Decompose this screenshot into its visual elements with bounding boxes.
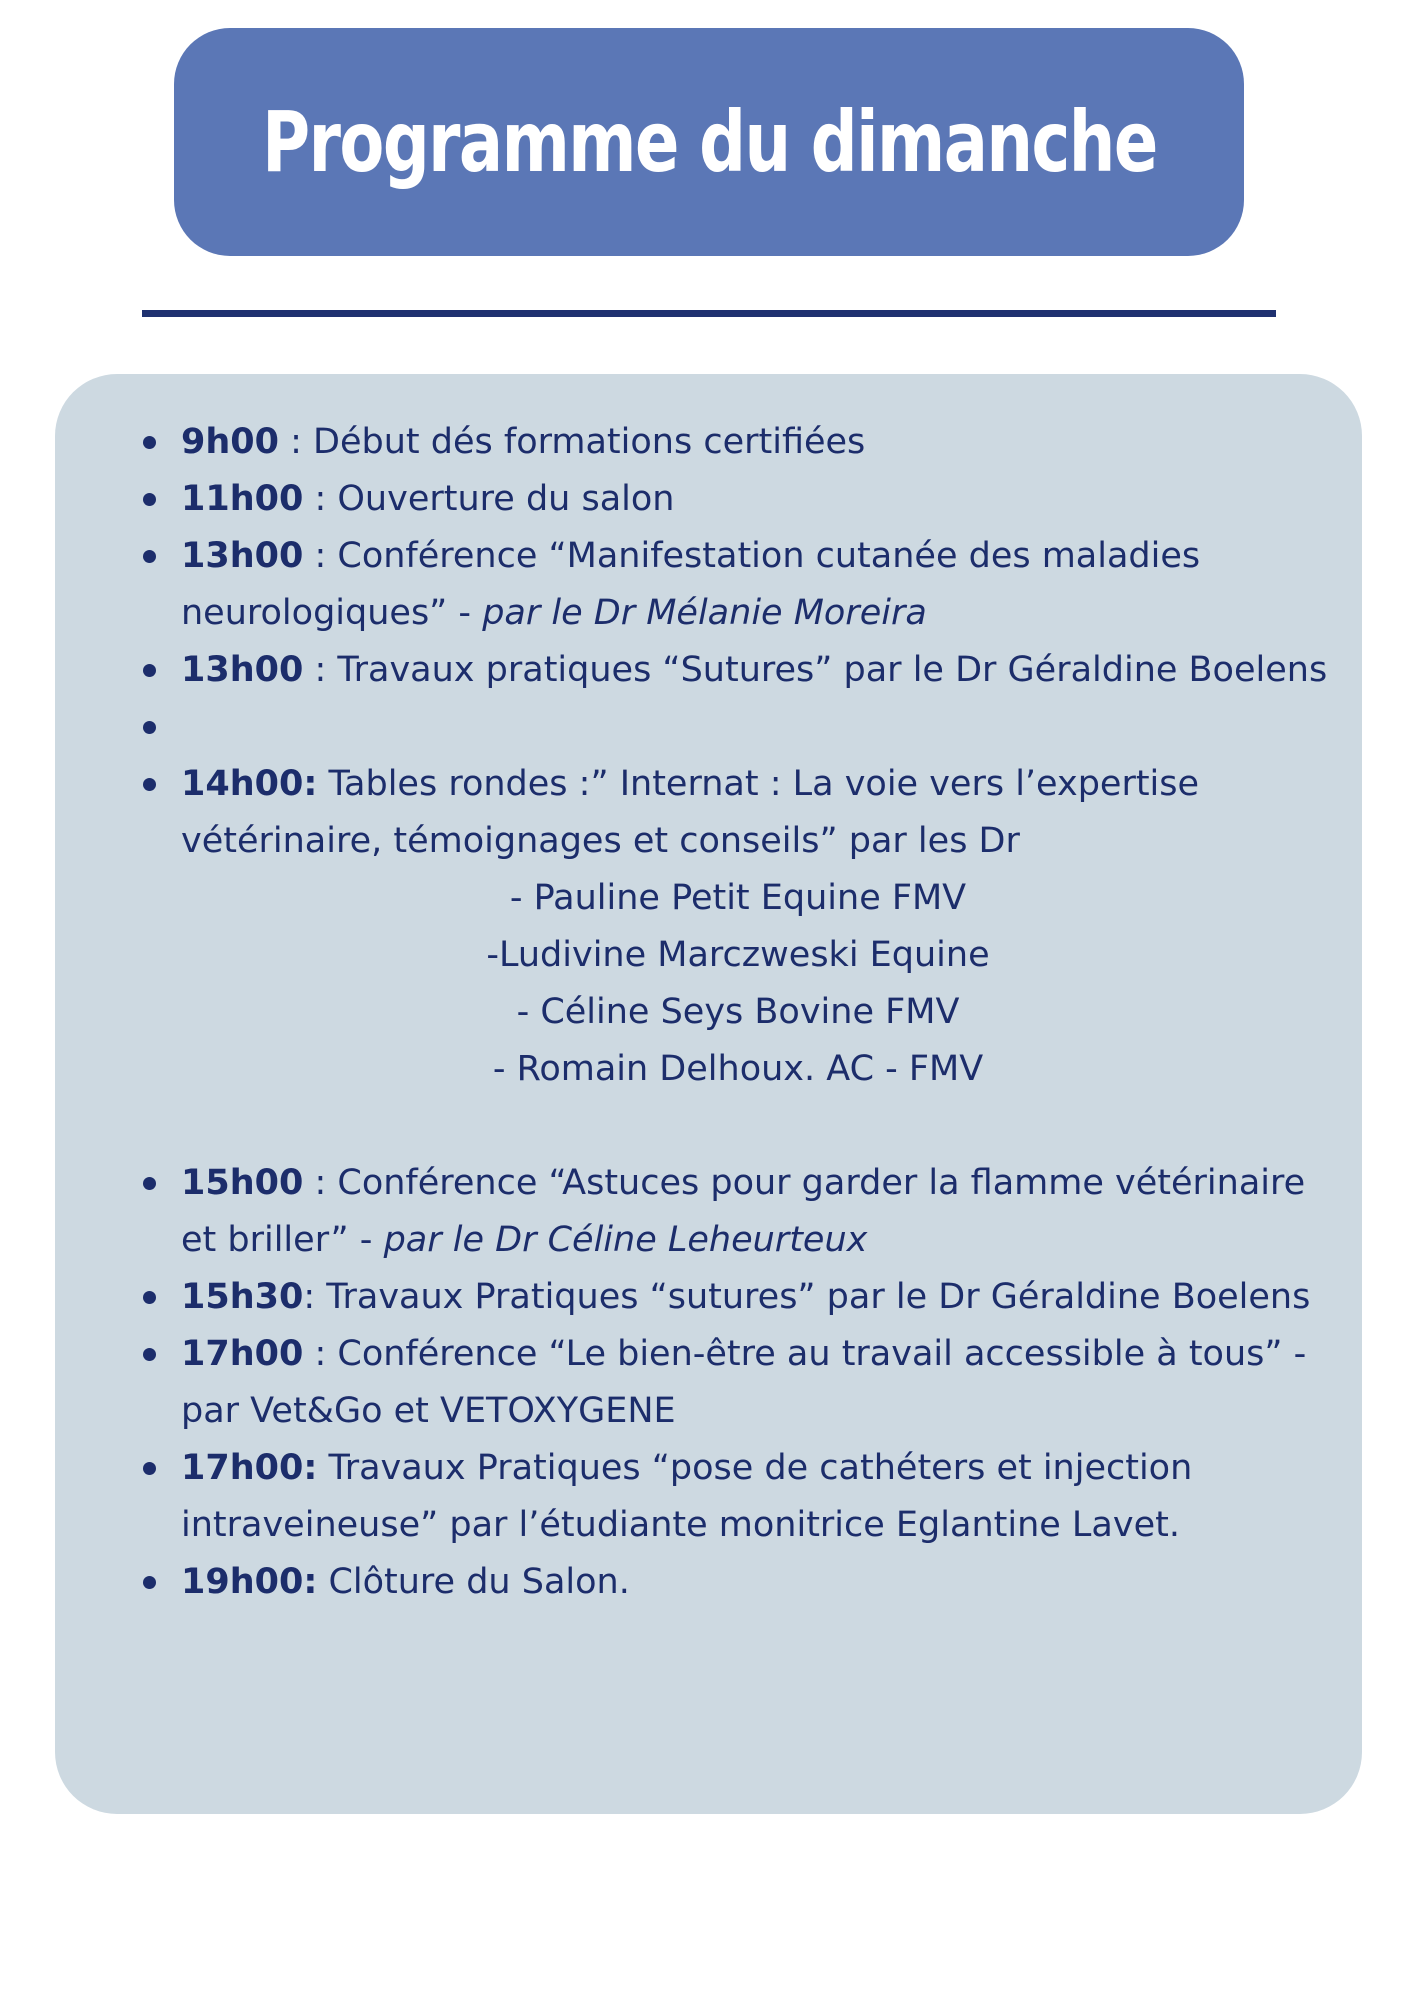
title-banner <box>174 28 1244 256</box>
bullet-icon <box>143 664 156 677</box>
bullet-icon <box>143 493 156 506</box>
divider <box>142 310 1276 317</box>
schedule-item <box>125 642 1335 699</box>
bullet-icon <box>143 1348 156 1361</box>
bullet-icon <box>143 778 156 791</box>
item-text: Clôture du Salon. <box>317 1562 630 1602</box>
item-text: Travaux Pratiques “pose de cathéters et injection intraveineuse” par l’étudiante monitrice Eglantine Lavet. <box>181 1448 1193 1545</box>
panelist: - Céline Seys Bovine FMV <box>516 992 960 1032</box>
schedule-item <box>125 414 1335 471</box>
schedule-item <box>125 528 1335 642</box>
schedule-item <box>125 756 1335 1155</box>
schedule-item <box>125 1554 1335 1611</box>
bullet-icon <box>143 550 156 563</box>
schedule-item <box>125 1269 1335 1326</box>
panelist: - Romain Delhoux. AC - FMV <box>492 1049 984 1089</box>
item-time: 15h30 <box>181 1277 304 1317</box>
item-text: : Ouverture du salon <box>303 479 675 519</box>
item-time: 15h00 <box>181 1163 304 1203</box>
bullet-icon <box>143 1291 156 1304</box>
schedule-panel <box>55 374 1362 1814</box>
schedule-list <box>125 414 1335 1611</box>
schedule-item <box>125 1326 1335 1440</box>
item-time: 17h00: <box>181 1448 318 1488</box>
schedule-item <box>125 1440 1335 1554</box>
bullet-icon <box>143 1462 156 1475</box>
item-time: 13h00 <box>181 650 304 690</box>
schedule-item <box>125 471 1335 528</box>
schedule-item <box>125 1155 1335 1269</box>
item-text: : Conférence “Le bien-être au travail accessible à tous” - par Vet&Go et VETOXYGENE <box>181 1334 1307 1431</box>
schedule-item-empty <box>125 699 1335 756</box>
bullet-icon <box>143 721 156 734</box>
panelist-list <box>181 870 1335 1098</box>
panelist: -Ludivine Marczweski Equine <box>486 935 990 975</box>
item-speaker: par le Dr Céline Leheurteux <box>383 1220 868 1260</box>
spacer <box>181 1098 1335 1155</box>
item-time: 13h00 <box>181 536 304 576</box>
item-text: : Conférence “Manifestation cutanée des maladies neurologiques” - <box>181 536 1201 633</box>
bullet-icon <box>143 436 156 449</box>
item-time: 14h00: <box>181 764 318 804</box>
item-speaker: par le Dr Mélanie Moreira <box>482 593 927 633</box>
item-text: Tables rondes :” Internat : La voie vers l’expertise vétérinaire, témoignages et conseils” par les Dr <box>181 764 1200 861</box>
panelist: - Pauline Petit Equine FMV <box>509 878 967 918</box>
item-time: 17h00 <box>181 1334 304 1374</box>
item-text: : Travaux Pratiques “sutures” par le Dr Géraldine Boelens <box>303 1277 1311 1317</box>
item-time: 9h00 <box>181 422 279 462</box>
item-text: : Début dés formations certifiées <box>278 422 866 462</box>
item-time: 11h00 <box>181 479 304 519</box>
bullet-icon <box>143 1177 156 1190</box>
bullet-icon <box>143 1576 156 1589</box>
page-title: Programme du dimanche <box>261 93 1157 191</box>
item-text: : Travaux pratiques “Sutures” par le Dr Géraldine Boelens <box>303 650 1328 690</box>
item-text: : Conférence “Astuces pour garder la flamme vétérinaire et briller” - <box>181 1163 1306 1260</box>
item-time: 19h00: <box>181 1562 318 1602</box>
